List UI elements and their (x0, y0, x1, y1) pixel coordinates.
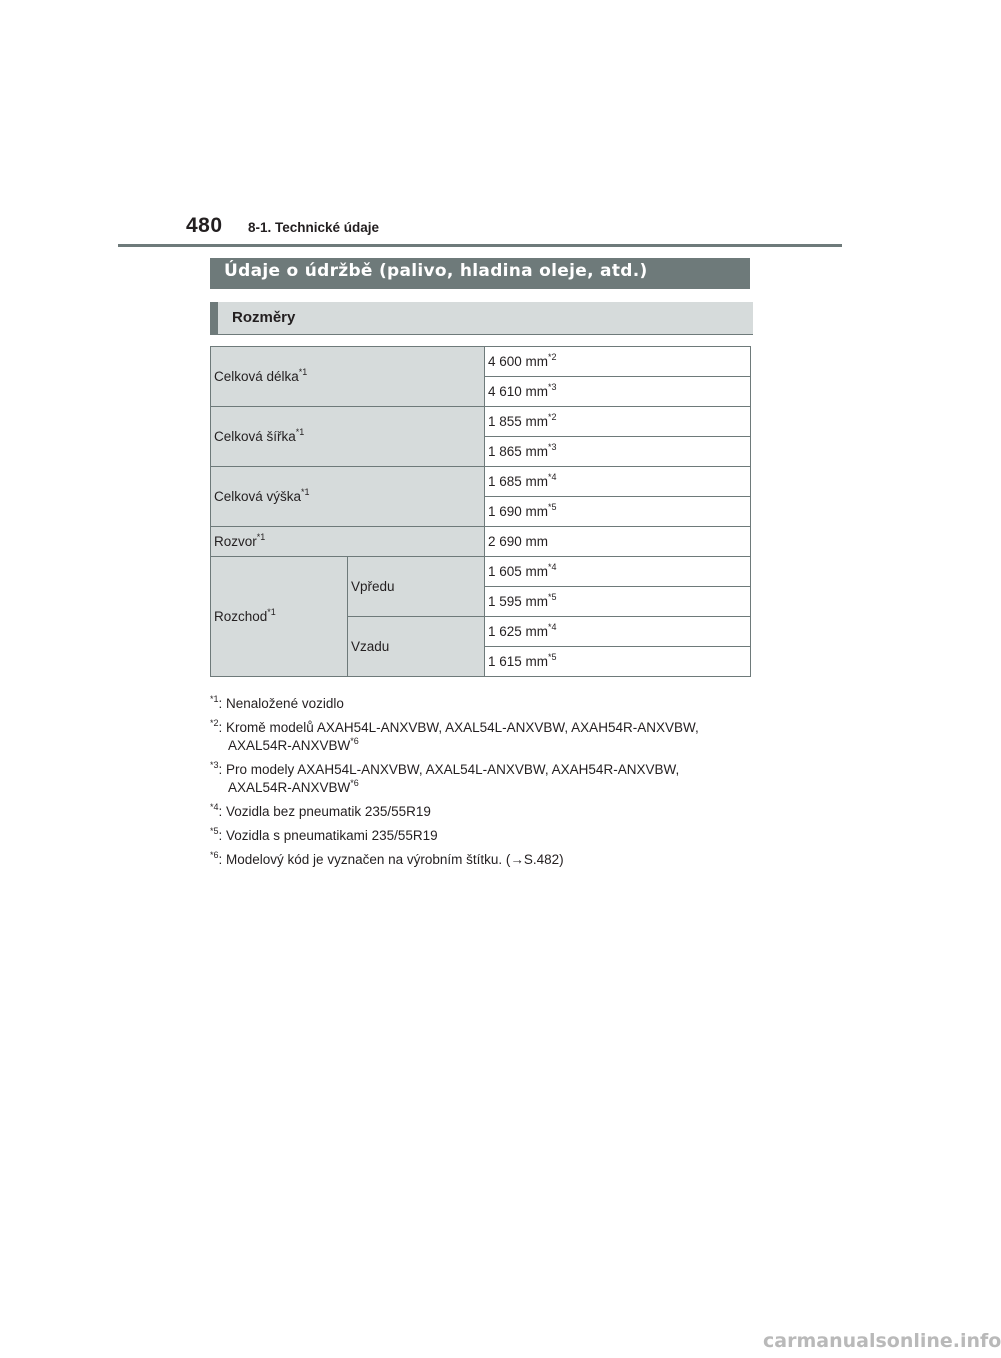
watermark: carmanualsonline.info (763, 1330, 1001, 1352)
wheelbase-label: Rozvor$^{*1}$ (211, 527, 485, 557)
track-front-label: Vpředu (348, 557, 485, 617)
overall-width-label: Celková šířka$^{*1}$ (211, 407, 485, 467)
overall-width-value: 1 855 $mm^{*2}$ (485, 407, 751, 437)
overall-length-value: 4 600 $mm^{*2}$ (485, 347, 751, 377)
track-label: Rozchod$^{*1}$ (211, 557, 348, 677)
footnote: $^{*1}$: Nenaložené vozidlo (210, 694, 344, 711)
track-rear-value: 1 615 $mm^{*5}$ (485, 647, 751, 677)
table-row (211, 527, 751, 557)
table-row (211, 347, 751, 377)
footnote: $^{*6}$: Modelový kód je vyznačen na výrobním štítku. (→S.482) (210, 850, 564, 867)
footnotes (210, 695, 770, 875)
footnote: $^{*3}$: Pro modely AXAH54L-ANXVBW, AXAL54L-ANXVBW, AXAH54R-ANXVBW, AXAL54R-ANXVBW$^{*6}$ (210, 760, 680, 795)
subsection-title: Rozměry (210, 302, 753, 335)
section-header: 8-1. Technické údaje (248, 220, 380, 235)
overall-width-value: 1 865 $mm^{*3}$ (485, 437, 751, 467)
table-row (211, 467, 751, 497)
overall-height-value: 1 685 $mm^{*4}$ (485, 467, 751, 497)
wheelbase-value: 2 690 mm (485, 527, 751, 557)
header-divider (118, 244, 842, 247)
track-rear-value: 1 625 $mm^{*4}$ (485, 617, 751, 647)
table-row (211, 407, 751, 437)
table-row (211, 557, 751, 587)
track-front-value: 1 605 $mm^{*4}$ (485, 557, 751, 587)
footnote: $^{*4}$: Vozidla bez pneumatik 235/55R19 (210, 802, 431, 819)
track-front-value: 1 595 $mm^{*5}$ (485, 587, 751, 617)
footnote: $^{*2}$: Kromě modelů AXAH54L-ANXVBW, AXAL54L-ANXVBW, AXAH54R-ANXVBW, AXAL54R-ANXVBW$^{*6}$ (210, 718, 699, 753)
footnote: $^{*5}$: Vozidla s pneumatikami 235/55R19 (210, 826, 438, 843)
overall-length-value: 4 610 $mm^{*3}$ (485, 377, 751, 407)
dimensions-table (210, 346, 751, 677)
overall-height-label: Celková výška$^{*1}$ (211, 467, 485, 527)
track-rear-label: Vzadu (348, 617, 485, 677)
subsection-divider (210, 334, 753, 335)
page-number: 480 (186, 214, 223, 237)
chapter-title: Údaje o údržbě (palivo, hladina oleje, atd.) (210, 258, 750, 289)
overall-length-label: Celková délka$^{*1}$ (211, 347, 485, 407)
overall-height-value: 1 690 $mm^{*5}$ (485, 497, 751, 527)
